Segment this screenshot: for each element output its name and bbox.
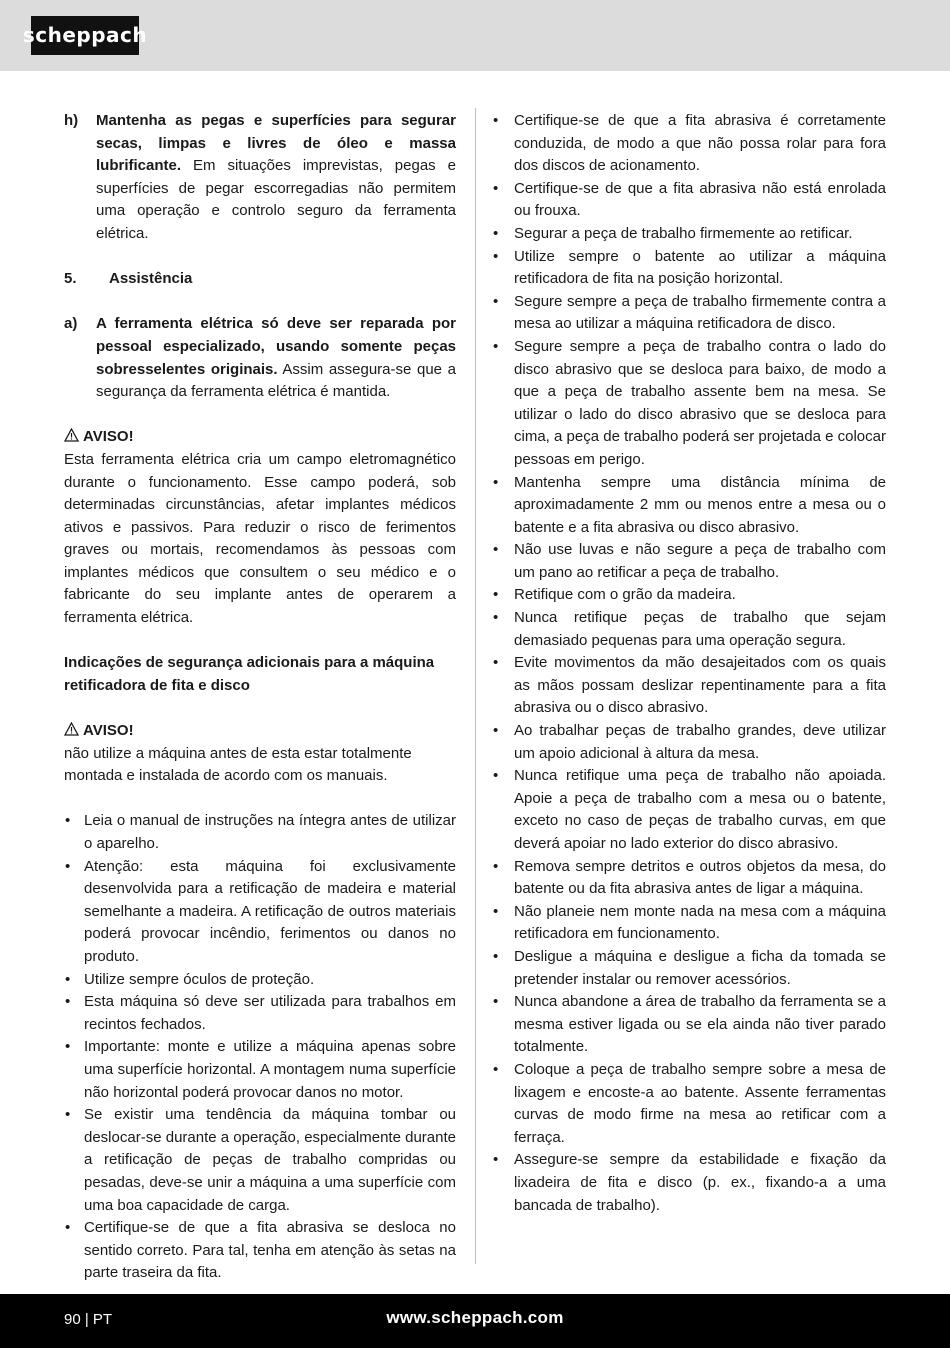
warning-text: não utilize a máquina antes de esta estar totalmente montada e instalada de acordo com os manuais.	[64, 744, 412, 785]
list-item: • Segurar a peça de trabalho firmemente ao retificar.	[493, 224, 853, 242]
warning-triangle-icon	[64, 720, 79, 743]
list-item: • Segure sempre a peça de trabalho firmemente contra a mesa ao utilizar a máquina retificadora de disco.	[493, 292, 886, 333]
list-item: • Nunca abandone a área de trabalho da ferramenta se a mesma estiver ligada ou se ela ainda não tiver parado totalmente.	[493, 993, 886, 1056]
list-item: • Utilize sempre o batente ao utilizar a máquina retificadora de fita na posição horizontal.	[493, 247, 886, 288]
list-item: • Coloque a peça de trabalho sempre sobre a mesa de lixagem e encoste-a ao batente. Assente ferramentas curvas de modo firme na mesa ao retificar com a ferraça.	[493, 1060, 886, 1146]
list-item: • Mantenha sempre uma distância mínima de aproximadamente 2 mm ou menos entre a mesa ou o batente e a fita abrasiva ou disco abrasivo.	[493, 473, 886, 536]
list-item: • Não use luvas e não segure a peça de trabalho com um pano ao retificar a peça de trabalho.	[493, 541, 886, 581]
list-item: • Utilize sempre óculos de proteção.	[65, 970, 315, 988]
safety-item-h	[64, 110, 456, 246]
item-bold-text: A ferramenta elétrica só deve ser reparada por pessoal especializado, usando somente peças sobresselentes originais.	[96, 315, 456, 378]
warning-heading	[64, 426, 456, 449]
column-divider	[475, 108, 476, 1264]
list-item: • Remova sempre detritos e outros objetos da mesa, do batente ou da fita abrasiva antes de ligar a máquina.	[493, 857, 886, 898]
warning-triangle-icon	[64, 426, 79, 449]
right-column	[493, 110, 886, 1217]
safety-item-a	[64, 313, 456, 403]
list-item: • Desligue a máquina e desligue a ficha da tomada se pretender instalar ou remover acessórios.	[493, 947, 886, 988]
section-heading	[64, 268, 456, 291]
item-marker: h)	[64, 112, 79, 129]
section-number: 5.	[64, 270, 77, 288]
brand-logo: scheppach	[31, 16, 139, 55]
list-item: • Certifique-se de que a fita abrasiva se desloca no sentido correto. Para tal, tenha em atenção às setas na parte traseira da fita.	[65, 1219, 456, 1282]
list-item: • Importante: monte e utilize a máquina apenas sobre uma superfície horizontal. A montagem numa superfície não horizontal poderá provocar danos no motor.	[65, 1038, 456, 1101]
item-text: Em situações imprevistas, pegas e superfícies de pegar escorregadias não permitem uma operação e controlo seguro da ferramenta elétrica.	[96, 157, 456, 242]
warning-text: Esta ferramenta elétrica cria um campo eletromagnético durante o funcionamento. Esse campo poderá, sob determinadas circunstâncias, afetar implantes médicos ativos e passivos. Para reduzir o risco de ferimentos graves ou mortais, recomendamos às pessoas com implantes médicos que consultem o seu médico e o fabricante do seu implante antes de operarem a ferramenta elétrica.	[64, 450, 456, 627]
list-item: • Nunca retifique uma peça de trabalho não apoiada. Apoie a peça de trabalho com a mesa ou o batente, exceto no caso de peças de trabalho curvas, em que deverá apoiar no lado exterior do disco abrasivo.	[493, 767, 886, 852]
list-item: • Não planeie nem monte nada na mesa com a máquina retificadora em funcionamento.	[493, 902, 886, 943]
item-text: Assim assegura-se que a segurança da ferramenta elétrica é mantida.	[96, 360, 456, 401]
section-title: Assistência	[109, 270, 193, 288]
list-item: • Se existir uma tendência da máquina tombar ou deslocar-se durante a operação, especialmente durante a retificação de peças de trabalho compridas ou pesadas, deve-se unir a máquina a uma superfície com uma boa capacidade de carga.	[65, 1106, 456, 1214]
list-item: • Retifique com o grão da madeira.	[493, 586, 736, 604]
page-header	[0, 0, 950, 71]
list-item: • Atenção: esta máquina foi exclusivamente desenvolvida para a retificação de madeira e material semelhante a madeira. A retificação de outros materiais poderá provocar incêndio, ferimentos ou danos no produto.	[65, 857, 456, 965]
list-item: • Segure sempre a peça de trabalho contra o lado do disco abrasivo que se desloca para baixo, de modo a que a peça de trabalho assente bem na mesa. Se utilizar o lado do disco abrasivo que se desloca para cima, a peça de trabalho poderá ser projetada e colocar pessoas em perigo.	[493, 337, 886, 468]
list-item: • Certifique-se de que a fita abrasiva não está enrolada ou frouxa.	[493, 179, 886, 220]
warning-title: AVISO!	[83, 722, 134, 740]
page-footer	[0, 1294, 950, 1348]
list-item: • Leia o manual de instruções na íntegra antes de utilizar o aparelho.	[65, 812, 456, 852]
page-number: 90 | PT	[64, 1311, 113, 1328]
right-bullet-list	[493, 110, 886, 1217]
subsection-heading: Indicações de segurança adicionais para a máquina retificadora de fita e disco	[64, 654, 435, 694]
item-marker: a)	[64, 315, 78, 333]
warning-title: AVISO!	[83, 428, 134, 446]
item-bold-text: Mantenha as pegas e superfícies para segurar secas, limpas e livres de óleo e massa lubrificante.	[96, 112, 456, 175]
list-item: • Nunca retifique peças de trabalho que sejam demasiado pequenas para uma operação segura.	[493, 609, 886, 649]
list-item: • Evite movimentos da mão desajeitados com os quais as mãos possam deslizar repentinamente para a fita abrasiva ou o disco abrasivo.	[493, 654, 886, 717]
language-code: PT	[92, 1311, 113, 1328]
list-item: • Ao trabalhar peças de trabalho grandes, deve utilizar um apoio adicional à altura da mesa.	[493, 722, 886, 762]
list-item: • Esta máquina só deve ser utilizada para trabalhos em recintos fechados.	[65, 993, 456, 1033]
list-item: • Certifique-se de que a fita abrasiva é corretamente conduzida, de modo a que não possa rolar para fora dos discos de acionamento.	[493, 112, 886, 175]
left-bullet-list	[64, 810, 456, 1284]
left-column	[64, 110, 456, 1285]
website-link[interactable]: www.scheppach.com	[386, 1308, 564, 1327]
warning-heading	[64, 720, 456, 743]
list-item: • Assegure-se sempre da estabilidade e fixação da lixadeira de fita e disco (p. ex., fixando-a a uma bancada de trabalho).	[493, 1151, 886, 1214]
